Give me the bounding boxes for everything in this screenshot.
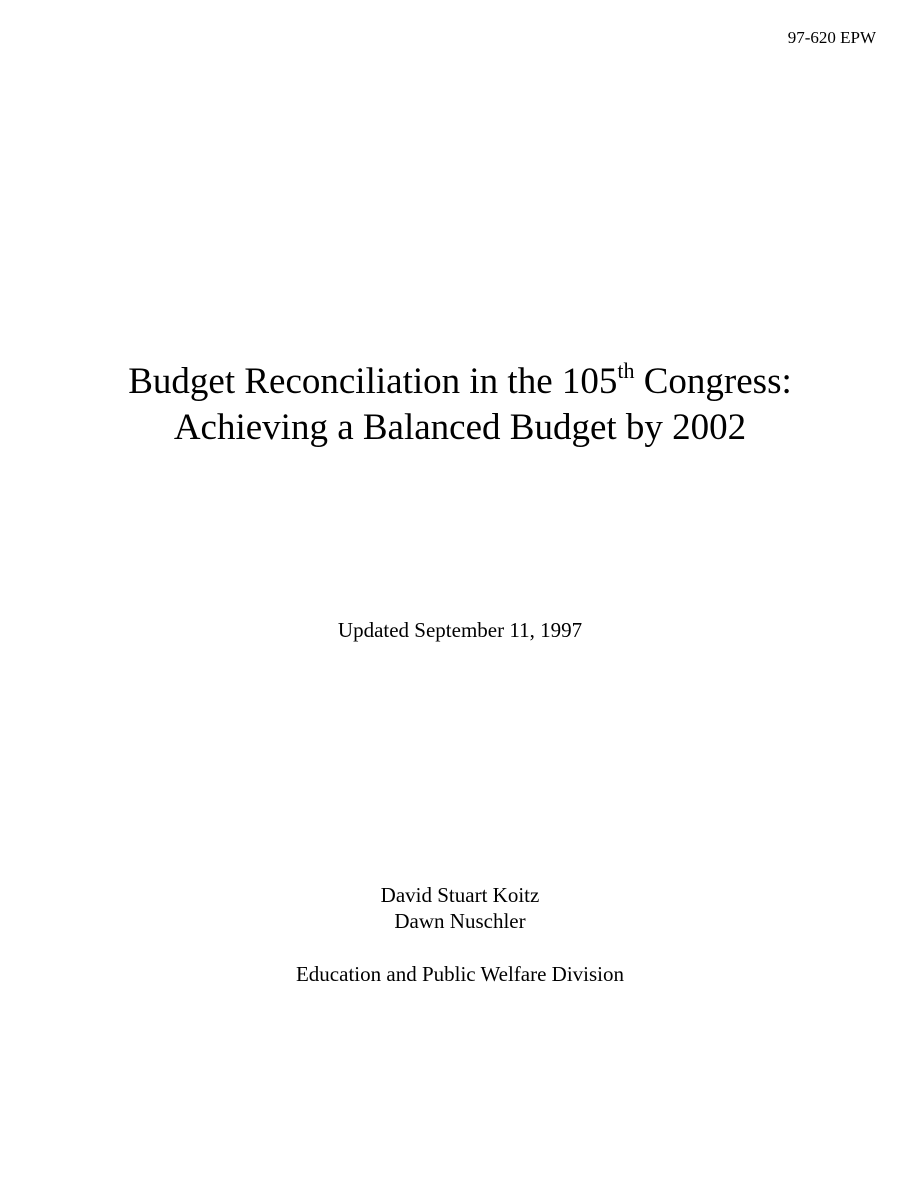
title-ordinal-suffix: th	[617, 357, 635, 383]
title-line-1	[0, 359, 920, 405]
title-line-1-start: Budget Reconciliation in the 105	[128, 361, 618, 402]
title-line-1-end: Congress:	[634, 361, 792, 402]
author-name: David Stuart Koitz	[380, 883, 540, 907]
report-number: 97-620 EPW	[787, 28, 876, 47]
author-name: Dawn Nuschler	[394, 909, 526, 933]
document-title	[0, 359, 920, 451]
updated-date: Updated September 11, 1997	[337, 618, 583, 642]
title-line-2: Achieving a Balanced Budget by 2002	[173, 407, 747, 448]
division-name: Education and Public Welfare Division	[295, 962, 624, 986]
author-list	[0, 882, 920, 934]
